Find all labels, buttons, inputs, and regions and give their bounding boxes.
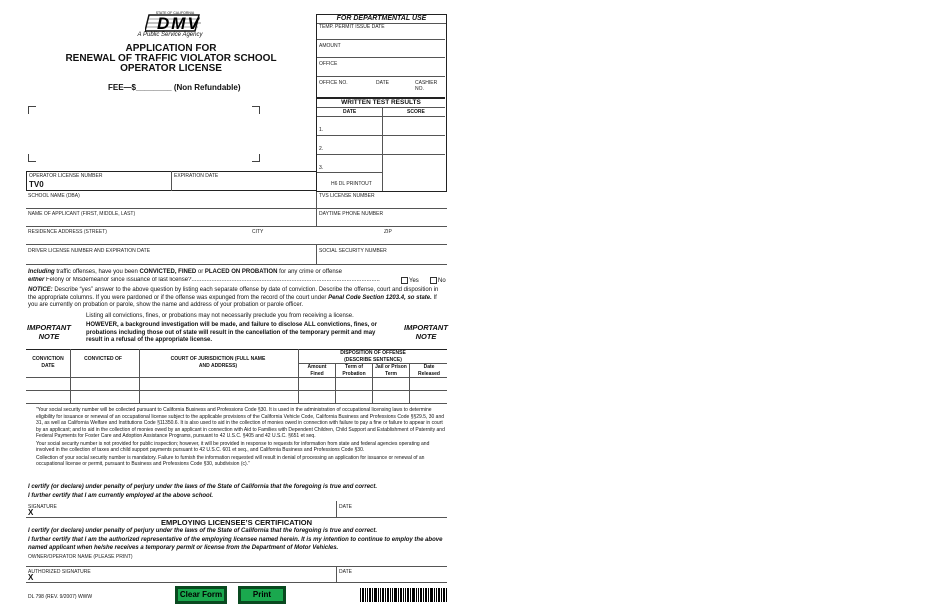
barcode <box>360 588 448 602</box>
state-caption: STATE OF CALIFORNIA <box>155 11 195 15</box>
test-col-score: SCORE <box>407 109 425 115</box>
title-line-1: APPLICATION FOR <box>125 43 217 54</box>
test-row-3: 3. <box>319 165 324 171</box>
auth-signature-x: X <box>28 573 34 582</box>
signature-date-label: DATE <box>339 504 352 510</box>
col-date-released: Date Released <box>418 364 440 377</box>
tvs-license-label: TVS LICENSE NUMBER <box>319 193 375 199</box>
school-name-label: SCHOOL NAME (DBA) <box>28 193 80 199</box>
ssn-label: SOCIAL SECURITY NUMBER <box>319 248 387 254</box>
signature-label: SIGNATURE <box>28 504 57 510</box>
operator-license-label: OPERATOR LICENSE NUMBER <box>29 173 103 179</box>
window-corner-tl <box>28 106 36 114</box>
owner-name-label: OWNER/OPERATOR NAME (PLEASE PRINT) <box>28 554 133 560</box>
important-note-right: IMPORTANT NOTE <box>404 323 448 341</box>
school-name-field[interactable] <box>26 208 447 209</box>
listing-note: Listing all convictions, fines, or probations may not necessarily preclude you from receiving a license. <box>86 313 354 319</box>
auth-signature-label: AUTHORIZED SIGNATURE <box>28 569 91 575</box>
operator-license-value[interactable]: TV0 <box>29 180 44 189</box>
col-amount-fined: Amount Fined <box>307 364 327 377</box>
title-line-3: OPERATOR LICENSE <box>120 63 222 74</box>
daytime-phone-label: DAYTIME PHONE NUMBER <box>319 211 384 217</box>
driver-license-label: DRIVER LICENSE NUMBER AND EXPIRATION DATE <box>28 248 151 254</box>
dept-date-label: DATE <box>376 80 389 86</box>
expiration-date-label: EXPIRATION DATE <box>174 173 219 179</box>
driver-license-field[interactable] <box>26 264 447 265</box>
auth-signature-field[interactable] <box>26 582 447 583</box>
fee-text: FEE—$________ (Non Refundable) <box>108 83 241 92</box>
test-row-2: 2. <box>319 146 324 152</box>
title-line-2: RENEWAL OF TRAFFIC VIOLATOR SCHOOL <box>65 53 277 64</box>
window-corner-tr <box>252 106 260 114</box>
form-id: DL 798 (REV. 9/2007) WWW <box>28 594 93 600</box>
residence-address-field[interactable] <box>26 244 447 245</box>
employer-certify-1: I certify (or declare) under penalty of perjury under the laws of the State of California that the foregoing is true and correct. <box>28 528 378 534</box>
departmental-use-box <box>316 14 447 192</box>
zip-label: ZIP <box>384 229 392 235</box>
agency-tagline: A Public Service Agency <box>137 32 203 38</box>
certify-2: I further certify that I am currently employed at the above school. <box>28 493 214 499</box>
privacy-p1: “Your social security number will be collected pursuant to California Business and Professions Code §30. It is used in the administration of occupational licensing laws to determine eligibility for issuance or renewal of an occupational license subject to the applicable provisions of the California Vehicle Code, California Business and Professions Code §§29.5, 30 and 31, as well as California Welfare and Institutions Code §11350.6. It is also used to aid in the collection of monies owed in connection with failure to pay a fine or failure to appear in court by an applicant; and to aid in the collection of monies owed by an applicant in connection with Aid to Families with Dependent Children, Child Support and Establishment of Paternity and Federal Payments for Foster Care and Adoption Assistance Programs, pursuant to 42 U.S.C. §405 and 42 U.S.C. §651 et seq. <box>36 407 445 439</box>
dept-box-title: FOR DEPARTMENTAL USE <box>317 15 446 24</box>
logo-text: DMV <box>157 14 201 33</box>
important-note-left: IMPORTANT NOTE <box>27 323 71 341</box>
auth-date-label: DATE <box>339 569 352 575</box>
conviction-table <box>26 349 447 404</box>
window-corner-br <box>252 154 260 162</box>
h6-printout-label: H6 DL PRINTOUT <box>331 181 372 187</box>
col-convicted-of: CONVICTED OF <box>84 356 122 362</box>
yes-checkbox[interactable]: Yes <box>401 277 419 286</box>
conviction-question: Including traffic offenses, have you been CONVICTED, FINED or PLACED ON PROBATION for any crime or offense either Felony or Misdemeanor since issuance of last license?................................................................................................................. <box>28 269 380 283</box>
employer-certify-2: I further certify that I am the authorized representative of the employing licensee named herein. It is my intention to continue to employ the above named applicant when he/she receives a temporary permit or license from the Department of Motor Vehicles. <box>28 537 443 551</box>
temp-permit-label: TEMP. PERMIT ISSUE DATE <box>319 24 385 30</box>
residence-address-label: RESIDENCE ADDRESS (STREET) <box>28 229 107 235</box>
no-checkbox[interactable]: No <box>430 277 446 286</box>
however-text: HOWEVER, a background investigation will be made, and failure to disclose ALL convictions, fines, or probations including those out of state will result in the cancellation of the temporary permit and may result in a refusal of the appropriate license. <box>86 322 378 343</box>
window-corner-bl <box>28 154 36 162</box>
city-label: CITY <box>252 229 264 235</box>
notice-text: NOTICE: Describe “yes” answer to the above question by listing each separate offense by date of conviction. Describe the offense, court and disposition in the appropriate columns. If you were pardoned or if the offense was expunged from the record of the court under Penal Code Section 1203.4, so state. If you are currently on probation or parole, show the name and address of your probation or parole officer. <box>28 287 439 308</box>
col-jail-term: Jail or Prison Term <box>375 364 407 377</box>
employer-cert-title: EMPLOYING LICENSEE’S CERTIFICATION <box>160 518 313 527</box>
col-disposition: DISPOSITION OF OFFENSE (DESCRIBE SENTENCE) <box>340 350 406 363</box>
cashier-no-label: CASHIER NO. <box>415 80 438 92</box>
test-col-date: DATE <box>343 109 357 115</box>
col-court: COURT OF JURISDICTION (FULL NAME AND ADDRESS) <box>170 356 266 369</box>
applicant-name-label: NAME OF APPLICANT (FIRST, MIDDLE, LAST) <box>28 211 136 217</box>
office-no-label: OFFICE NO. <box>319 80 348 86</box>
office-label: OFFICE <box>319 61 338 67</box>
dmv-logo <box>145 13 203 33</box>
col-conviction-date: CONVICTION DATE <box>32 356 64 369</box>
written-test-title: WRITTEN TEST RESULTS <box>341 99 421 106</box>
certify-1: I certify (or declare) under penalty of perjury under the laws of the State of California that the foregoing is true and correct. <box>28 484 378 490</box>
applicant-name-field[interactable] <box>26 226 447 227</box>
col-term-probation: Term of Probation <box>342 364 366 377</box>
owner-name-field[interactable] <box>26 566 447 567</box>
print-button[interactable]: Print <box>238 586 286 604</box>
privacy-p2: Your social security number is not provided for public inspection; however, it will be provided in response to requests for information from state and federal agencies operating and involved in the collection of taxes and child support payments pursuant to 42 U.S.C. 601 et seq., and California Business and Professions Code §30. <box>36 440 430 453</box>
test-row-1: 1. <box>319 127 324 133</box>
form-title <box>50 44 292 74</box>
signature-x: X <box>28 508 34 517</box>
privacy-p3: Collection of your social security number is mandatory. Failure to furnish the information requested will result in denial of processing an application for issuance or renewal of an occupational license or permit, pursuant to Business and Professions Code §30, subdivision (c).” <box>36 454 425 467</box>
clear-form-button[interactable]: Clear Form <box>175 586 227 604</box>
privacy-statement <box>36 407 448 468</box>
amount-label: AMOUNT <box>319 43 341 49</box>
